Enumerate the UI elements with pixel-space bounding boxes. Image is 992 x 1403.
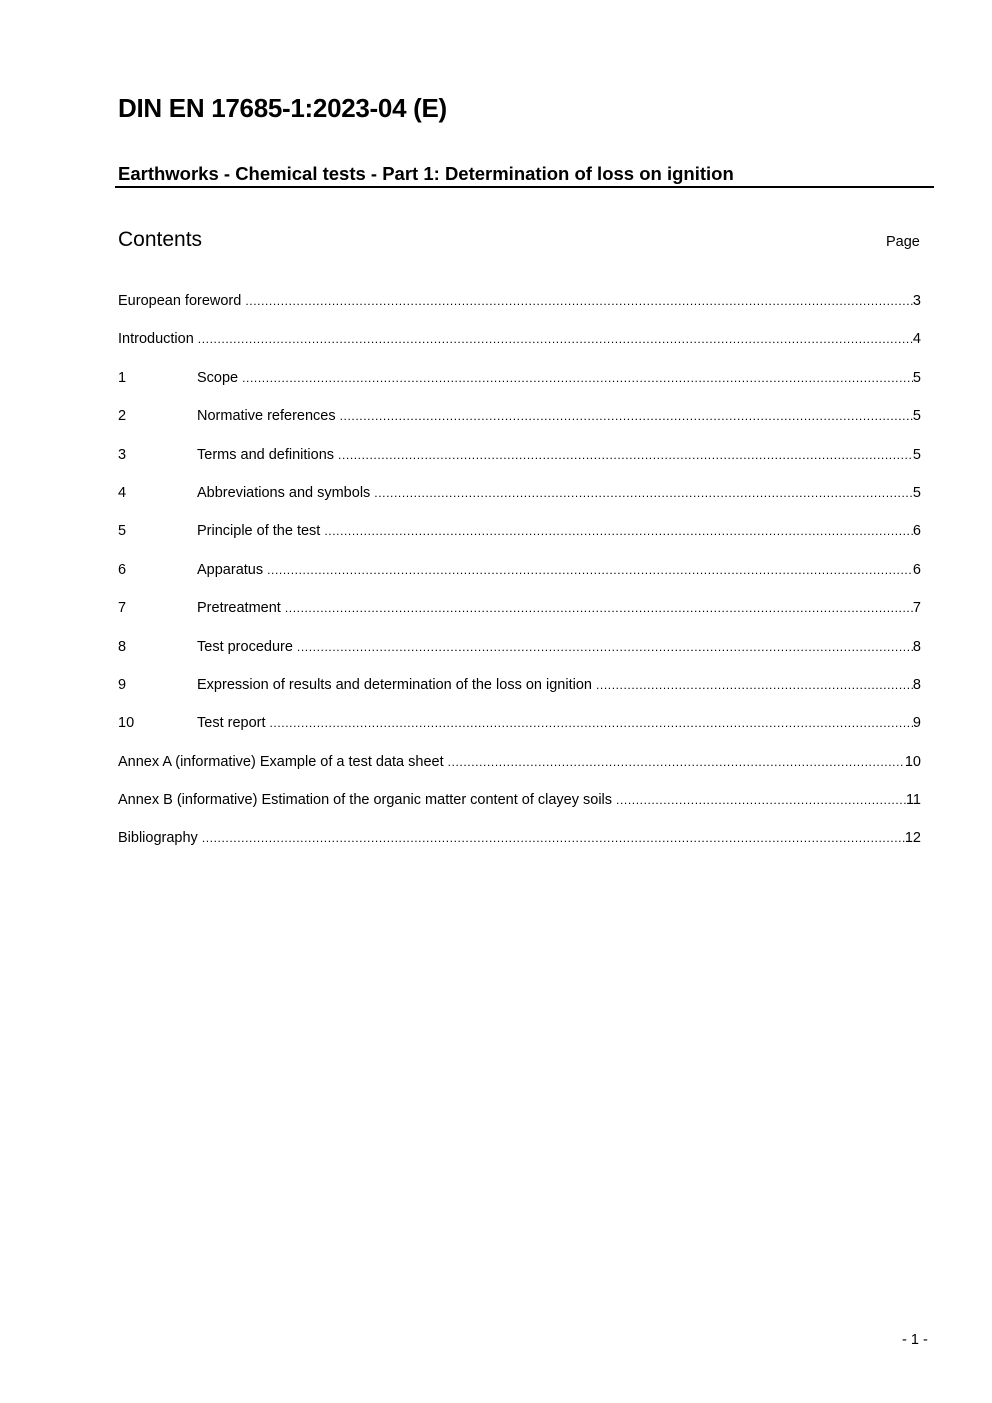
toc-entry-test-report[interactable] [118,712,921,750]
toc-entry-principle-of-the-test[interactable] [118,520,921,558]
toc-entry-title: Bibliography [118,830,198,847]
toc-entry-number: 7 [118,600,127,617]
table-of-contents [118,290,921,866]
toc-entry-page: 12 [904,830,921,847]
toc-entry-title: Test procedure [197,638,293,655]
toc-entry-page: 8 [912,676,921,693]
toc-entry-title: Principle of the test [197,523,321,540]
toc-entry-title: Expression of results and determination of the loss on ignition [197,676,592,693]
toc-entry-page: 3 [912,293,921,309]
toc-entry-normative-references[interactable] [118,405,921,443]
toc-entry-annex-b[interactable] [118,789,921,827]
toc-entry-number: 10 [118,715,135,732]
toc-entry-european-foreword[interactable] [118,290,921,328]
toc-dot-leader [596,674,913,696]
toc-entry-title: European foreword [118,293,242,309]
title-underline [115,186,934,188]
toc-entry-title: Apparatus [197,561,264,578]
toc-entry-pretreatment[interactable] [118,597,921,635]
toc-dot-leader [198,328,913,350]
contents-heading: Contents [118,228,203,251]
toc-dot-leader [267,559,913,581]
toc-entry-abbreviations-and-symbols[interactable] [118,482,921,520]
toc-entry-number: 1 [118,369,127,386]
toc-dot-leader [297,636,913,658]
document-id: DIN EN 17685-1:2023-04 (E) [118,93,447,123]
toc-entry-title: Introduction [118,331,194,348]
toc-entry-number: 4 [118,484,127,501]
toc-entry-title: Annex B (informative) Estimation of the organic matter content of clayey soils [118,792,613,809]
toc-entry-title: Terms and definitions [197,446,335,463]
toc-entry-page: 5 [912,408,921,425]
toc-entry-page: 5 [912,369,921,386]
toc-entry-number: 9 [118,676,127,693]
toc-entry-page: 8 [912,638,921,655]
toc-dot-leader [340,405,913,427]
toc-entry-page: 5 [912,446,921,463]
toc-entry-scope[interactable] [118,367,921,405]
toc-entry-expression-of-results[interactable] [118,674,921,712]
toc-entry-terms-and-definitions[interactable] [118,444,921,482]
toc-entry-title: Annex A (informative) Example of a test data sheet [118,753,444,770]
toc-entry-number: 5 [118,523,127,540]
toc-entry-page: 6 [912,523,921,540]
toc-entry-number: 2 [118,408,127,425]
toc-entry-number: 3 [118,446,127,463]
toc-entry-annex-a[interactable] [118,751,921,789]
toc-entry-page: 11 [905,792,921,809]
document-subtitle: Earthworks - Chemical tests - Part 1: Determination of loss on ignition [118,163,734,184]
toc-dot-leader [202,827,905,849]
toc-entry-apparatus[interactable] [118,559,921,597]
toc-entry-number: 6 [118,561,127,578]
toc-entry-page: 4 [912,331,921,348]
toc-entry-introduction[interactable] [118,328,921,366]
toc-entry-page: 5 [912,484,921,501]
toc-entry-test-procedure[interactable] [118,636,921,674]
toc-dot-leader [324,520,913,542]
toc-entry-title: Abbreviations and symbols [197,484,371,501]
toc-entry-title: Test report [197,715,266,732]
toc-dot-leader [374,482,913,504]
toc-entry-title: Scope [197,369,239,386]
toc-entry-page: 7 [912,600,921,617]
toc-dot-leader [448,751,905,773]
toc-entry-page: 10 [904,753,921,770]
toc-dot-leader [616,789,906,811]
toc-dot-leader [338,444,913,466]
toc-entry-bibliography[interactable] [118,827,921,865]
toc-dot-leader [270,712,913,734]
toc-entry-title: Pretreatment [197,600,281,617]
toc-entry-page: 6 [912,561,921,578]
toc-dot-leader [285,597,913,619]
toc-entry-title: Normative references [197,408,336,425]
toc-dot-leader [245,290,913,312]
page-column-label: Page [886,234,920,250]
toc-entry-page: 9 [912,715,921,732]
toc-entry-number: 8 [118,638,127,655]
toc-dot-leader [242,367,913,389]
page-number: - 1 - [902,1332,928,1348]
